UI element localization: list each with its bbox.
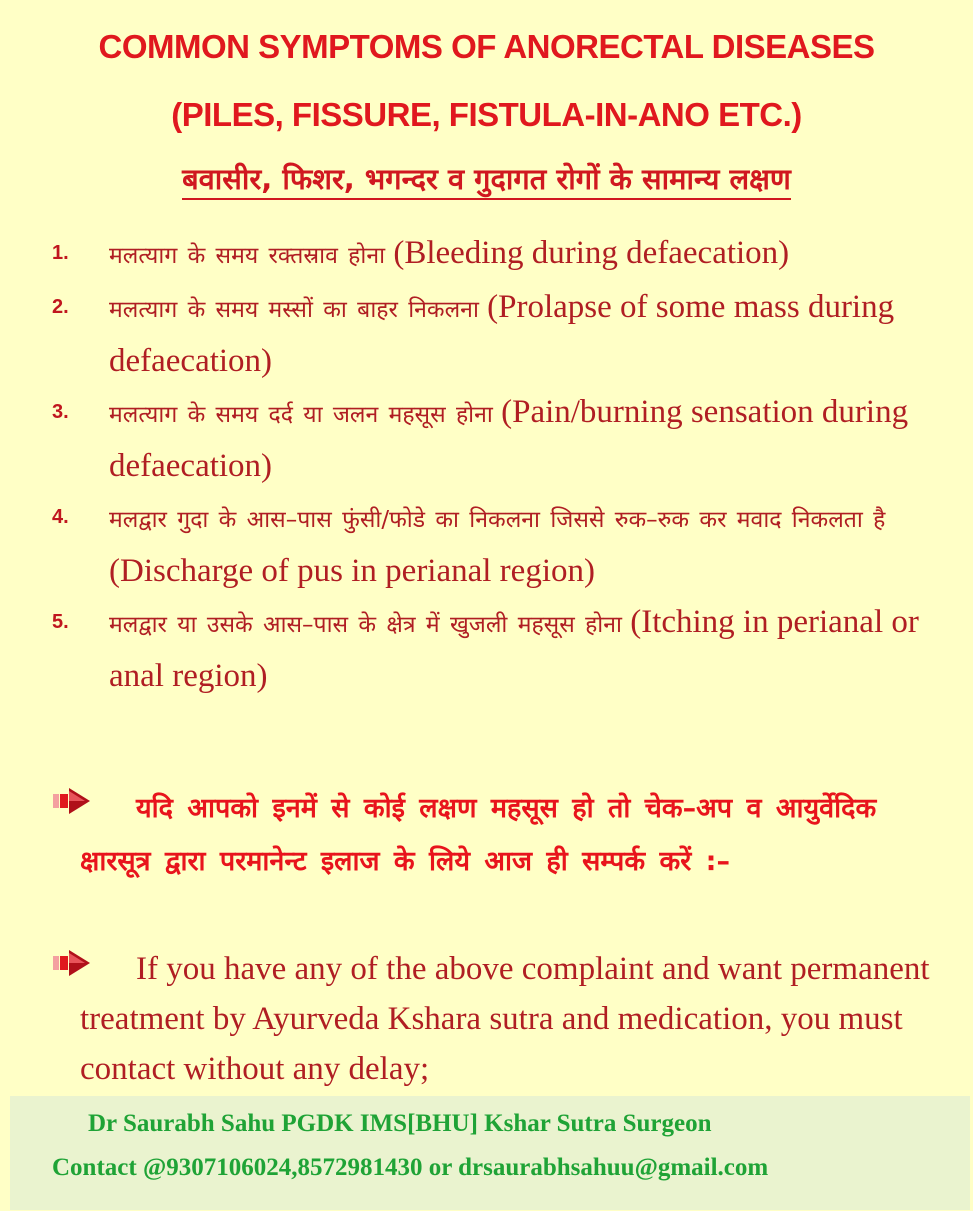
title-line-1: COMMON SYMPTOMS OF ANORECTAL DISEASES <box>98 28 875 65</box>
symptom-list <box>0 228 973 702</box>
symptom-number: 5. <box>52 611 69 633</box>
symptom-english: (Discharge of pus in perianal region) <box>109 553 595 589</box>
contact-details: Contact @9307106024,8572981430 or drsaurabhsahuu@gmail.com <box>52 1154 769 1181</box>
symptom-item <box>0 282 973 387</box>
call-to-action-english <box>80 944 950 1094</box>
symptom-item <box>0 492 973 597</box>
hindi-title <box>0 161 973 200</box>
call-to-action-hindi-text: यदि आपको इनमें से कोई लक्षण महसूस हो तो चेक–अप व आयुर्वेदिक क्षारसूत्र द्वारा परमानेन्ट इलाज के लिये आज ही सम्पर्क करें :– <box>80 793 877 877</box>
symptom-number: 4. <box>52 506 69 528</box>
symptom-hindi: मलत्याग के समय रक्तस्राव होना <box>109 243 386 269</box>
symptom-hindi: मलद्वार या उसके आस–पास के क्षेत्र में खुजली महसूस होना <box>109 612 622 638</box>
symptom-hindi: मलत्याग के समय दर्द या जलन महसूस होना <box>109 402 493 428</box>
call-to-action-english-text: If you have any of the above complaint and want permanent treatment by Ayurveda Kshara sutra and medication, you must contact without any delay; <box>80 951 930 1087</box>
symptom-hindi: मलद्वार गुदा के आस–पास फुंसी/फोडे का निकलना जिससे रुक–रुक कर मवाद निकलता है <box>109 507 886 533</box>
contact-footer <box>10 1096 970 1210</box>
symptom-item <box>0 597 973 702</box>
hindi-title-text: बवासीर, फिशर, भगन्दर व गुदागत रोगों के सामान्य लक्षण <box>182 161 791 200</box>
symptom-number: 3. <box>52 401 69 423</box>
symptom-english: (Itching in perianal or anal region) <box>109 604 919 694</box>
symptom-item <box>0 228 973 282</box>
symptom-english: (Prolapse of some mass during defaecation) <box>109 289 895 379</box>
symptom-english: (Pain/burning sensation during defaecation) <box>109 394 909 484</box>
symptom-number: 2. <box>52 296 69 318</box>
call-to-action-hindi <box>80 782 950 888</box>
title-line-2: (PILES, FISSURE, FISTULA-IN-ANO ETC.) <box>171 96 802 133</box>
doctor-credentials: Dr Saurabh Sahu PGDK IMS[BHU] Kshar Sutra Surgeon <box>88 1110 712 1137</box>
symptom-english: (Bleeding during defaecation) <box>393 235 790 271</box>
symptom-number: 1. <box>52 242 69 264</box>
symptom-item <box>0 387 973 492</box>
symptom-hindi: मलत्याग के समय मस्सों का बाहर निकलना <box>109 297 479 323</box>
